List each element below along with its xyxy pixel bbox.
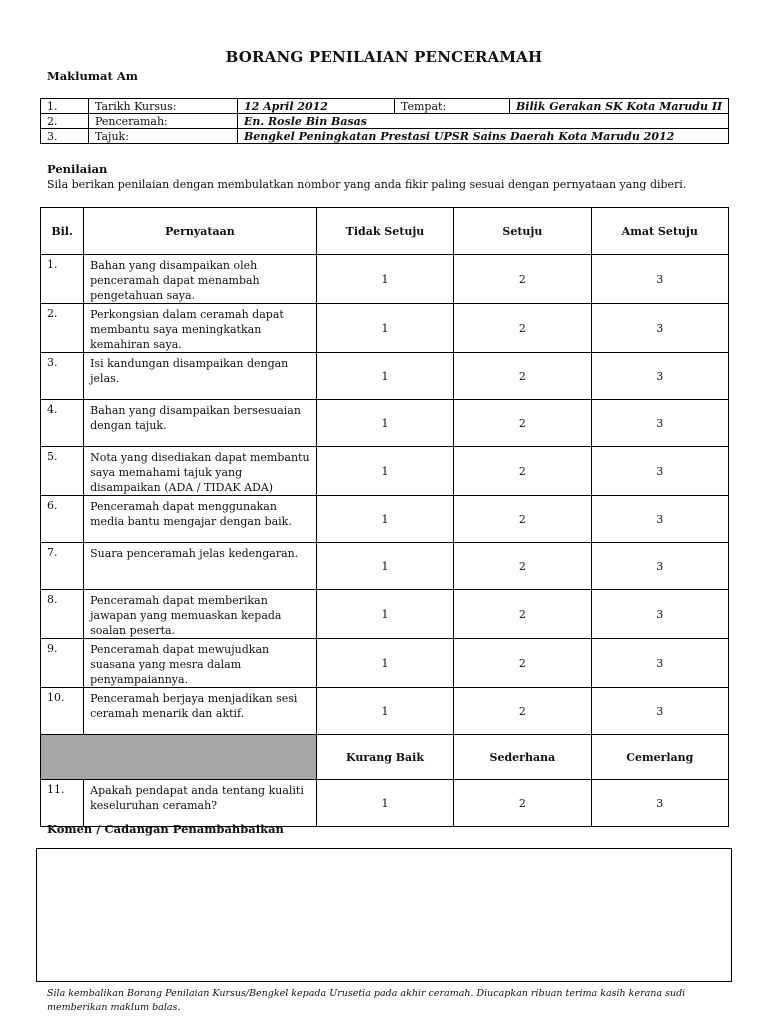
rating-option-2[interactable]: 2 (454, 496, 591, 543)
item-number: 5. (41, 447, 84, 496)
rating-option-2[interactable]: 2 (454, 780, 591, 827)
item-statement: Apakah pendapat anda tentang kualiti keseluruhan ceramah? (84, 780, 317, 827)
assessment-instruction: Sila berikan penilaian dengan membulatkan nombor yang anda fikir paling sesuai dengan pernyataan yang diberi. (47, 178, 687, 191)
item-number: 7. (41, 543, 84, 590)
rating-option-3[interactable]: 3 (591, 590, 728, 639)
column-header-moderate: Sederhana (454, 735, 591, 780)
rating-option-3[interactable]: 3 (591, 447, 728, 496)
info-row (41, 99, 729, 114)
rating-option-1[interactable]: 1 (316, 590, 453, 639)
table-row (41, 353, 729, 400)
rating-table (40, 207, 729, 827)
column-header-poor: Kurang Baik (316, 735, 453, 780)
item-number: 9. (41, 639, 84, 688)
rating-option-1[interactable]: 1 (316, 353, 453, 400)
table-row (41, 400, 729, 447)
info-row (41, 129, 729, 144)
course-date-value: 12 April 2012 (238, 99, 395, 114)
rating-option-1[interactable]: 1 (316, 543, 453, 590)
info-row-number: 3. (41, 129, 89, 144)
item-statement: Bahan yang disampaikan bersesuaian dengan tajuk. (84, 400, 317, 447)
rating-option-2[interactable]: 2 (454, 688, 591, 735)
table-row (41, 255, 729, 304)
item-number: 1. (41, 255, 84, 304)
rating-option-3[interactable]: 3 (591, 688, 728, 735)
item-statement: Penceramah dapat memberikan jawapan yang memuaskan kepada soalan peserta. (84, 590, 317, 639)
rating-option-2[interactable]: 2 (454, 255, 591, 304)
column-header-disagree: Tidak Setuju (316, 208, 453, 255)
table-row (41, 688, 729, 735)
item-number: 6. (41, 496, 84, 543)
rating-option-1[interactable]: 1 (316, 447, 453, 496)
venue-label: Tempat: (395, 99, 510, 114)
general-info-heading: Maklumat Am (47, 69, 138, 83)
item-statement: Nota yang disediakan dapat membantu saya memahami tajuk yang disampaikan (ADA / TIDAK ADA) (84, 447, 317, 496)
column-header-agree: Setuju (454, 208, 591, 255)
rating-option-2[interactable]: 2 (454, 639, 591, 688)
topic-value: Bengkel Peningkatan Prestasi UPSR Sains Daerah Kota Marudu 2012 (238, 129, 729, 144)
table-row (41, 780, 729, 827)
item-number: 2. (41, 304, 84, 353)
general-info-table (40, 98, 729, 144)
rating-option-1[interactable]: 1 (316, 688, 453, 735)
rating-option-2[interactable]: 2 (454, 353, 591, 400)
rating-option-1[interactable]: 1 (316, 400, 453, 447)
table-row (41, 543, 729, 590)
item-number: 3. (41, 353, 84, 400)
item-statement: Perkongsian dalam ceramah dapat membantu saya meningkatkan kemahiran saya. (84, 304, 317, 353)
rating-option-2[interactable]: 2 (454, 590, 591, 639)
overall-scale-header-row (41, 735, 729, 780)
rating-option-2[interactable]: 2 (454, 400, 591, 447)
column-header-strongly-agree: Amat Setuju (591, 208, 728, 255)
rating-option-3[interactable]: 3 (591, 400, 728, 447)
item-statement: Suara penceramah jelas kedengaran. (84, 543, 317, 590)
item-statement: Isi kandungan disampaikan dengan jelas. (84, 353, 317, 400)
column-header-excellent: Cemerlang (591, 735, 728, 780)
assessment-heading: Penilaian (47, 162, 108, 176)
info-row-number: 2. (41, 114, 89, 129)
rating-option-2[interactable]: 2 (454, 543, 591, 590)
rating-option-1[interactable]: 1 (316, 780, 453, 827)
rating-option-1[interactable]: 1 (316, 639, 453, 688)
item-number: 11. (41, 780, 84, 827)
rating-option-3[interactable]: 3 (591, 639, 728, 688)
venue-value: Bilik Gerakan SK Kota Marudu II (510, 99, 729, 114)
table-row (41, 639, 729, 688)
rating-option-2[interactable]: 2 (454, 447, 591, 496)
grey-filler-cell (41, 735, 317, 780)
item-statement: Penceramah dapat menggunakan media bantu mengajar dengan baik. (84, 496, 317, 543)
rating-option-1[interactable]: 1 (316, 255, 453, 304)
comments-box[interactable] (36, 848, 732, 982)
form-title: BORANG PENILAIAN PENCERAMAH (225, 48, 543, 66)
footer-note: Sila kembalikan Borang Penilaian Kursus/Bengkel kepada Urusetia pada akhir ceramah. Diucapkan ribuan terima kasih kerana sudi memberikan maklum balas. (47, 988, 686, 1013)
rating-option-3[interactable]: 3 (591, 496, 728, 543)
rating-option-3[interactable]: 3 (591, 353, 728, 400)
rating-option-3[interactable]: 3 (591, 255, 728, 304)
item-statement: Penceramah berjaya menjadikan sesi ceramah menarik dan aktif. (84, 688, 317, 735)
column-header-statement: Pernyataan (84, 208, 317, 255)
comments-heading: Komen / Cadangan Penambahbaikan (47, 822, 284, 836)
speaker-value: En. Rosle Bin Basas (238, 114, 729, 129)
rating-option-3[interactable]: 3 (591, 543, 728, 590)
item-number: 4. (41, 400, 84, 447)
topic-label: Tajuk: (89, 129, 238, 144)
rating-option-1[interactable]: 1 (316, 304, 453, 353)
table-row (41, 447, 729, 496)
table-row (41, 496, 729, 543)
rating-header-row (41, 208, 729, 255)
item-number: 8. (41, 590, 84, 639)
column-header-number: Bil. (41, 208, 84, 255)
item-number: 10. (41, 688, 84, 735)
rating-option-3[interactable]: 3 (591, 780, 728, 827)
info-row-number: 1. (41, 99, 89, 114)
item-statement: Bahan yang disampaikan oleh penceramah dapat menambah pengetahuan saya. (84, 255, 317, 304)
speaker-label: Penceramah: (89, 114, 238, 129)
table-row (41, 304, 729, 353)
info-row (41, 114, 729, 129)
table-row (41, 590, 729, 639)
rating-option-1[interactable]: 1 (316, 496, 453, 543)
course-date-label: Tarikh Kursus: (89, 99, 238, 114)
item-statement: Penceramah dapat mewujudkan suasana yang mesra dalam penyampaiannya. (84, 639, 317, 688)
rating-option-3[interactable]: 3 (591, 304, 728, 353)
rating-option-2[interactable]: 2 (454, 304, 591, 353)
